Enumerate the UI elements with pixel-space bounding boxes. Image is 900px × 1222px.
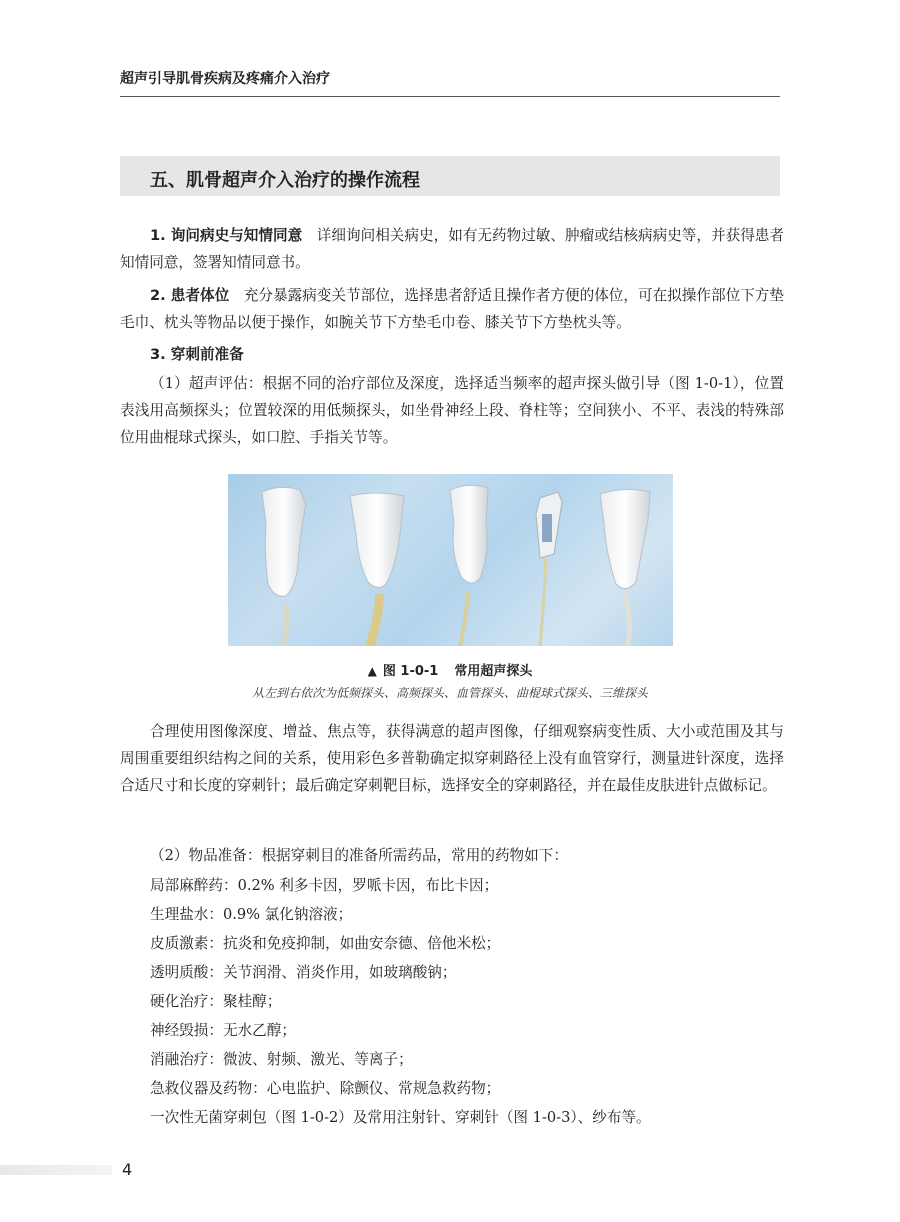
vascular-probe — [450, 485, 488, 646]
list-item: 生理盐水：0.9% 氯化钠溶液； — [150, 906, 353, 923]
step-2-paragraph — [120, 282, 784, 336]
list-item: 急救仪器及药物：心电监护、除颤仪、常规急救药物； — [150, 1080, 501, 1097]
step-1-lead: 1. 询问病史与知情同意 — [150, 227, 303, 244]
step-1-paragraph — [120, 222, 784, 276]
section-title: 五、肌骨超声介入治疗的操作流程 — [150, 170, 420, 191]
list-item: 硬化治疗：聚桂醇； — [150, 993, 282, 1010]
body-paragraph: 合理使用图像深度、增益、焦点等，获得满意的超声图像，仔细观察病变性质、大小或范围及其与周围重要组织结构之间的关系，使用彩色多普勒确定拟穿刺路径上没有血管穿行，测量进针深度，选择合适尺寸和长度的穿刺针；最后确定穿刺靶目标，选择安全的穿刺路径，并在最佳皮肤进针点做标记。 — [120, 723, 784, 794]
list-item: 透明质酸：关节润滑、消炎作用，如玻璃酸钠； — [150, 964, 457, 981]
triangle-marker-icon: ▲ — [367, 664, 377, 678]
list-item: 一次性无菌穿刺包（图 1-0-2）及常用注射针、穿刺针（图 1-0-3）、纱布等。 — [150, 1109, 651, 1126]
figure-subcaption: 从左到右依次为低频探头、高频探头、血管探头、曲棍球式探头、三维探头 — [251, 686, 648, 700]
footer-bar — [0, 1165, 112, 1175]
figure-caption — [0, 660, 900, 679]
header-rule — [120, 96, 780, 97]
step-3-heading — [120, 341, 784, 368]
figure-title: 常用超声探头 — [454, 664, 533, 679]
step-3-1-paragraph: （1）超声评估：根据不同的治疗部位及深度，选择适当频率的超声探头做引导（图 1-0-1），位置表浅用高频探头；位置较深的用低频探头，如坐骨神经上段、脊柱等；空间狭小、不平、表浅的特殊部位用曲棍球式探头，如口腔、手指关节等。 — [120, 375, 784, 446]
page-number: 4 — [122, 1160, 133, 1179]
list-item: 神经毁损：无水乙醇； — [150, 1022, 296, 1039]
step-3-lead: 3. 穿刺前准备 — [150, 346, 244, 363]
prep-item-line: （2）物品准备：根据穿刺目的准备所需药品，常用的药物如下： — [150, 847, 568, 864]
step-2-lead: 2. 患者体位 — [150, 287, 230, 304]
low-frequency-probe — [262, 487, 306, 646]
hockey-stick-probe — [536, 492, 562, 646]
list-item: 皮质激素：抗炎和免疫抑制，如曲安奈德、倍他米松； — [150, 935, 501, 952]
high-frequency-probe — [350, 493, 404, 646]
figure-label: 图 1-0-1 — [382, 664, 439, 679]
probe-photo — [228, 474, 673, 646]
list-item: 消融治疗：微波、射频、激光、等离子； — [150, 1051, 413, 1068]
volume-3d-probe — [600, 489, 650, 646]
step-2-text: 充分暴露病变关节部位，选择患者舒适且操作者方便的体位，可在拟操作部位下方垫毛巾、枕头等物品以便于操作，如腕关节下方垫毛巾卷、膝关节下方垫枕头等。 — [120, 287, 784, 331]
list-item: 局部麻醉药：0.2% 利多卡因，罗哌卡因，布比卡因； — [150, 877, 499, 894]
step-1-text: 详细询问相关病史，如有无药物过敏、肿瘤或结核病病史等，并获得患者知情同意，签署知情同意书。 — [120, 227, 784, 271]
running-head: 超声引导肌骨疾病及疼痛介入治疗 — [120, 71, 330, 87]
